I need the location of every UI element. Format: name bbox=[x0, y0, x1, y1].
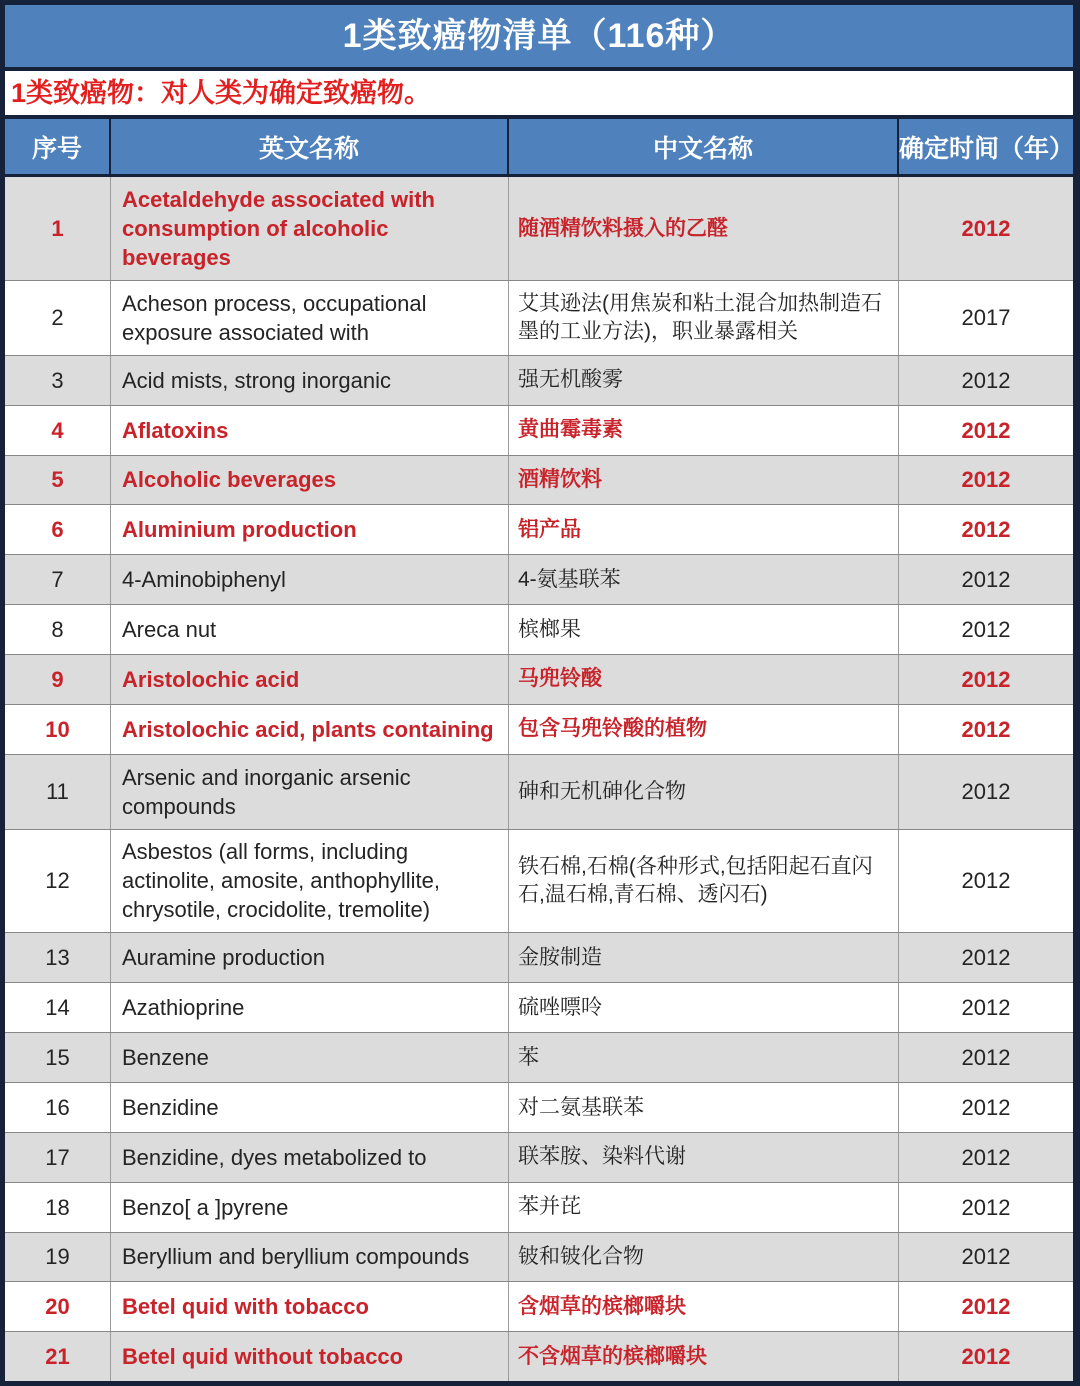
cell-chinese-name: 酒精饮料 bbox=[509, 456, 899, 505]
cell-chinese-name: 铍和铍化合物 bbox=[509, 1233, 899, 1282]
cell-chinese-name: 苯 bbox=[509, 1033, 899, 1082]
cell-index: 11 bbox=[5, 755, 111, 829]
cell-index: 10 bbox=[5, 705, 111, 754]
cell-chinese-name: 含烟草的槟榔嚼块 bbox=[509, 1282, 899, 1331]
cell-chinese-name: 硫唑嘌呤 bbox=[509, 983, 899, 1032]
cell-chinese-name: 苯并芘 bbox=[509, 1183, 899, 1232]
cell-chinese-name: 强无机酸雾 bbox=[509, 356, 899, 405]
cell-year: 2012 bbox=[961, 945, 1011, 971]
cell-english-name: Acheson process, occupational exposure associated with bbox=[111, 281, 509, 355]
cell-year: 2012 bbox=[961, 517, 1011, 543]
cell-english-name: Benzidine bbox=[111, 1083, 509, 1132]
cell-english-name: 4-Aminobiphenyl bbox=[111, 555, 509, 604]
cell-chinese-name: 4-氨基联苯 bbox=[509, 555, 899, 604]
cell-index: 13 bbox=[5, 933, 111, 982]
table-row-15 bbox=[5, 1033, 1073, 1083]
cell-english-name: Azathioprine bbox=[111, 983, 509, 1032]
table-row-19 bbox=[5, 1233, 1073, 1283]
cell-year: 2012 bbox=[961, 868, 1011, 894]
table-row-2 bbox=[5, 281, 1073, 356]
table-row-16 bbox=[5, 1083, 1073, 1133]
cell-index: 4 bbox=[5, 406, 111, 455]
cell-year: 2012 bbox=[961, 1144, 1011, 1170]
cell-index: 1 bbox=[5, 177, 111, 280]
cell-chinese-name: 铝产品 bbox=[509, 505, 899, 554]
table-row-7 bbox=[5, 555, 1073, 605]
page-subtitle: 1类致癌物：对人类为确定致癌物。 bbox=[5, 71, 1073, 119]
table-row-20 bbox=[5, 1282, 1073, 1332]
page-title: 1类致癌物清单（116种） bbox=[5, 5, 1073, 71]
cell-year: 2012 bbox=[961, 215, 1011, 241]
cell-index: 20 bbox=[5, 1282, 111, 1331]
cell-year: 2012 bbox=[961, 666, 1011, 692]
cell-english-name: Aristolochic acid, plants containing bbox=[111, 705, 509, 754]
table-row-18 bbox=[5, 1183, 1073, 1233]
cell-english-name: Auramine production bbox=[111, 933, 509, 982]
table-row-4 bbox=[5, 406, 1073, 456]
cell-chinese-name: 对二氨基联苯 bbox=[509, 1083, 899, 1132]
cell-english-name: Aflatoxins bbox=[111, 406, 509, 455]
cell-year: 2012 bbox=[961, 1194, 1011, 1220]
table-row-13 bbox=[5, 933, 1073, 983]
cell-english-name: Asbestos (all forms, including actinolite, amosite, anthophyllite, chrysotile, crocidolite, tremolite) bbox=[111, 830, 509, 933]
table-row-17 bbox=[5, 1133, 1073, 1183]
table-row-1 bbox=[5, 177, 1073, 281]
cell-chinese-name: 砷和无机砷化合物 bbox=[509, 755, 899, 829]
cell-year: 2012 bbox=[961, 367, 1011, 393]
cell-chinese-name: 金胺制造 bbox=[509, 933, 899, 982]
cell-index: 15 bbox=[5, 1033, 111, 1082]
cell-english-name: Benzidine, dyes metabolized to bbox=[111, 1133, 509, 1182]
cell-year: 2012 bbox=[961, 716, 1011, 742]
cell-chinese-name: 铁石棉,石棉(各种形式,包括阳起石直闪石,温石棉,青石棉、透闪石) bbox=[509, 830, 899, 933]
cell-chinese-name: 不含烟草的槟榔嚼块 bbox=[509, 1332, 899, 1381]
table-header-row bbox=[5, 119, 1073, 177]
cell-chinese-name: 随酒精饮料摄入的乙醛 bbox=[509, 177, 899, 280]
cell-index: 2 bbox=[5, 281, 111, 355]
cell-index: 21 bbox=[5, 1332, 111, 1381]
cell-index: 6 bbox=[5, 505, 111, 554]
cell-year: 2012 bbox=[961, 1244, 1011, 1270]
carcinogen-table bbox=[5, 119, 1073, 1381]
cell-index: 9 bbox=[5, 655, 111, 704]
table-row-8 bbox=[5, 605, 1073, 655]
table-row-9 bbox=[5, 655, 1073, 705]
cell-english-name: Betel quid without tobacco bbox=[111, 1332, 509, 1381]
cell-english-name: Benzo[ a ]pyrene bbox=[111, 1183, 509, 1232]
cell-chinese-name: 黄曲霉毒素 bbox=[509, 406, 899, 455]
cell-english-name: Benzene bbox=[111, 1033, 509, 1082]
cell-english-name: Aristolochic acid bbox=[111, 655, 509, 704]
cell-chinese-name: 槟榔果 bbox=[509, 605, 899, 654]
cell-chinese-name: 艾其逊法(用焦炭和粘土混合加热制造石墨的工业方法)，职业暴露相关 bbox=[509, 281, 899, 355]
cell-english-name: Acetaldehyde associated with consumption of alcoholic beverages bbox=[111, 177, 509, 280]
cell-year: 2012 bbox=[961, 779, 1011, 805]
cell-year: 2012 bbox=[961, 567, 1011, 593]
cell-english-name: Betel quid with tobacco bbox=[111, 1282, 509, 1331]
cell-year: 2012 bbox=[961, 995, 1011, 1021]
column-header-english-name: 英文名称 bbox=[111, 119, 509, 174]
cell-english-name: Acid mists, strong inorganic bbox=[111, 356, 509, 405]
table-row-21 bbox=[5, 1332, 1073, 1381]
cell-index: 7 bbox=[5, 555, 111, 604]
cell-year: 2012 bbox=[961, 616, 1011, 642]
cell-index: 19 bbox=[5, 1233, 111, 1282]
table-row-3 bbox=[5, 356, 1073, 406]
cell-index: 17 bbox=[5, 1133, 111, 1182]
cell-index: 18 bbox=[5, 1183, 111, 1232]
cell-index: 5 bbox=[5, 456, 111, 505]
cell-year: 2012 bbox=[961, 1344, 1011, 1370]
cell-index: 14 bbox=[5, 983, 111, 1032]
table-row-14 bbox=[5, 983, 1073, 1033]
cell-year: 2012 bbox=[961, 1294, 1011, 1320]
cell-chinese-name: 马兜铃酸 bbox=[509, 655, 899, 704]
table-row-10 bbox=[5, 705, 1073, 755]
table-row-12 bbox=[5, 830, 1073, 934]
cell-index: 12 bbox=[5, 830, 111, 933]
cell-index: 3 bbox=[5, 356, 111, 405]
column-header-index: 序号 bbox=[5, 119, 111, 174]
table-row-5 bbox=[5, 456, 1073, 506]
cell-year: 2012 bbox=[961, 467, 1011, 493]
cell-year: 2012 bbox=[961, 1094, 1011, 1120]
cell-index: 8 bbox=[5, 605, 111, 654]
table-row-6 bbox=[5, 505, 1073, 555]
cell-english-name: Beryllium and beryllium compounds bbox=[111, 1233, 509, 1282]
cell-english-name: Arsenic and inorganic arsenic compounds bbox=[111, 755, 509, 829]
cell-english-name: Alcoholic beverages bbox=[111, 456, 509, 505]
cell-chinese-name: 联苯胺、染料代谢 bbox=[509, 1133, 899, 1182]
table-body bbox=[5, 177, 1073, 1381]
cell-english-name: Areca nut bbox=[111, 605, 509, 654]
cell-index: 16 bbox=[5, 1083, 111, 1132]
cell-year: 2012 bbox=[961, 417, 1011, 443]
cell-year: 2012 bbox=[961, 1045, 1011, 1071]
column-header-chinese-name: 中文名称 bbox=[509, 119, 899, 174]
cell-chinese-name: 包含马兜铃酸的植物 bbox=[509, 705, 899, 754]
cell-english-name: Aluminium production bbox=[111, 505, 509, 554]
table-row-11 bbox=[5, 755, 1073, 830]
column-header-year: 确定时间（年） bbox=[899, 134, 1075, 163]
cell-year: 2017 bbox=[961, 305, 1011, 331]
